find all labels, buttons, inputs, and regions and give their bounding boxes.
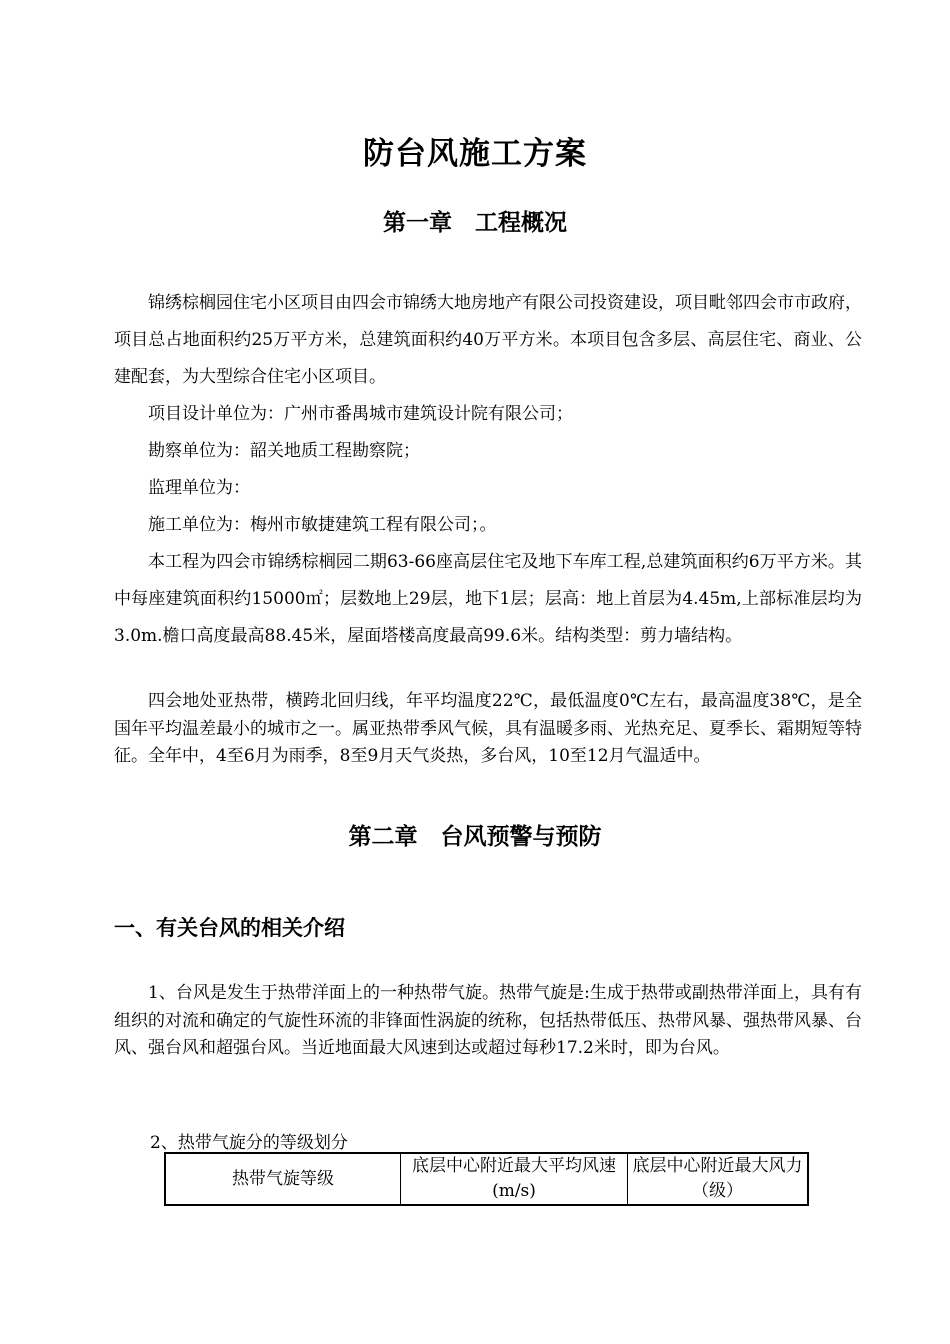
table-header-cell: 热带气旋等级 [165,1153,401,1205]
table-header-cell: 底层中心附近最大风力（级） [628,1153,809,1205]
supervision-unit-line: 监理单位为： [148,478,250,498]
section-1-heading: 一、有关台风的相关介绍 [114,915,345,940]
section-1-body [114,980,862,1063]
table-header-cell: 底层中心附近最大平均风速(m/s) [401,1153,628,1205]
design-unit-line: 项目设计单位为：广州市番禺城市建筑设计院有限公司； [148,404,573,424]
document-title: 防台风施工方案 [363,136,587,172]
chapter-1-body [114,285,862,655]
survey-unit-line: 勘察单位为：韶关地质工程勘察院； [148,441,420,461]
project-overview-paragraph: 锦绣棕榈园住宅小区项目由四会市锦绣大地房地产有限公司投资建设，项目毗邻四会市市政府，项目总占地面积约25万平方米，总建筑面积约40万平方米。本项目包含多层、高层住宅、商业、公建配套，为大型综合住宅小区项目。 [114,293,862,387]
project-scope-paragraph: 本工程为四会市锦绣棕榈园二期63-66座高层住宅及地下车库工程,总建筑面积约6万平方米。其中每座建筑面积约15000㎡；层数地上29层，地下1层；层高：地上首层为4.45m,上部标准层均为3.0m.檐口高度最高88.45米，屋面塔楼高度最高99.6米。结构类型：剪力墙结构。 [114,552,862,646]
chapter-1-heading: 第一章 工程概况 [383,209,567,236]
table-header-row [165,1153,808,1205]
cyclone-grade-table [164,1152,809,1206]
typhoon-definition-paragraph: 1、台风是发生于热带洋面上的一种热带气旋。热带气旋是:生成于热带或副热带洋面上，具有有组织的对流和确定的气旋性环流的非锋面性涡旋的统称，包括热带低压、热带风暴、强热带风暴、台风、强台风和超强台风。当近地面最大风速到达或超过每秒17.2米时，即为台风。 [114,983,862,1058]
table-caption: 2、热带气旋分的等级划分 [150,1133,348,1153]
chapter-2-heading: 第二章 台风预警与预防 [348,823,602,850]
climate-paragraph: 四会地处亚热带，横跨北回归线，年平均温度22℃，最低温度0℃左右，最高温度38℃，是全国年平均温差最小的城市之一。属亚热带季风气候，具有温暖多雨、光热充足、夏季长、霜期短等特征。全年中，4至6月为雨季，8至9月天气炎热，多台风，10至12月气温适中。 [114,691,862,766]
climate-block [114,688,862,771]
construction-unit-line: 施工单位为：梅州市敏捷建筑工程有限公司；。 [148,515,497,535]
